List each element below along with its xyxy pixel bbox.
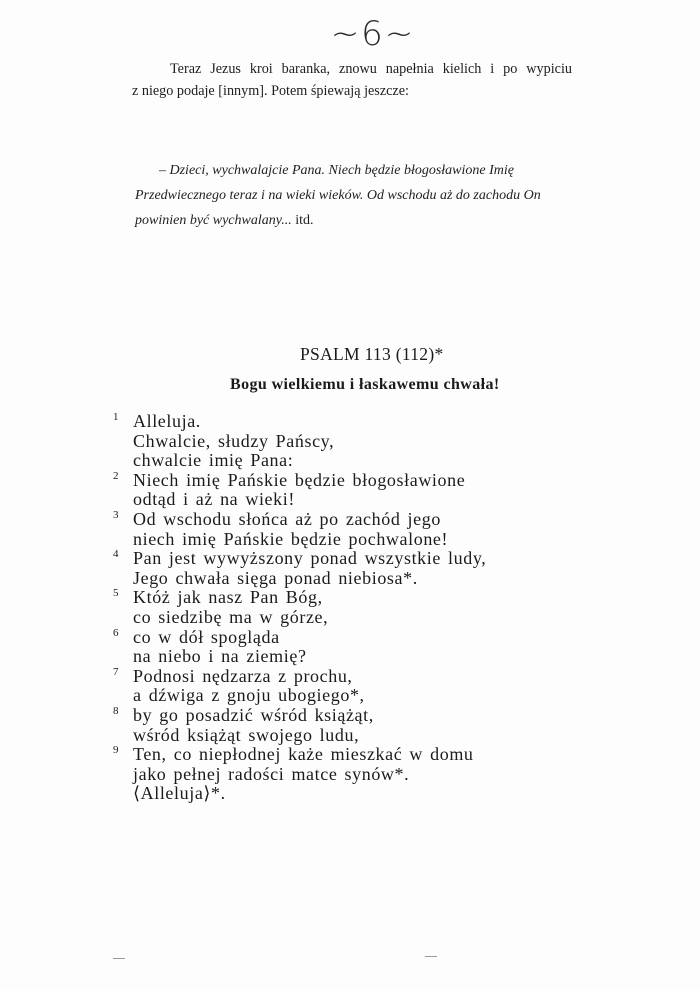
intro-paragraph [132,58,572,102]
verse-text: Alleluja. [133,411,201,431]
verse-line [103,432,623,452]
verse-text: co siedzibę ma w górze, [133,606,329,627]
verse-line [103,647,623,667]
verse-line [103,530,623,550]
verse-line [103,549,623,569]
verse-number: 4 [113,548,119,561]
verse-text: chwalcie imię Pana: [133,450,294,471]
verse-text: wśród książąt swojego ludu, [133,724,360,745]
verse-text: a dźwiga z gnoju ubogiego*, [133,685,365,706]
verse-number: 6 [113,626,119,639]
intro-line: Teraz Jezus kroi baranka, znowu napełnia kielich i po wypiciu [170,61,572,77]
quote-line [135,158,555,183]
verse-line [103,569,623,589]
verse-line [103,471,623,491]
verse-line [103,451,623,471]
quote-line [135,208,555,233]
scan-mark [113,958,125,959]
verse-text: Jego chwała sięga ponad niebiosa*. [133,567,418,588]
verse-text: na niebo i na ziemię? [133,646,307,667]
verse-line [103,490,623,510]
verse-line [103,686,623,706]
verse-text: Podnosi nędzarza z prochu, [133,665,353,686]
verse-text: Chwalcie, słudzy Pańscy, [133,430,335,451]
scan-mark [425,956,437,957]
verse-line [103,765,623,785]
verse-line [103,628,623,648]
verse-line [103,726,623,746]
verse-number: 5 [113,587,119,600]
verse-line [103,412,623,432]
verse-text: Ten, co niepłodnej każe mieszkać w domu [133,744,474,765]
verse-text: Któż jak nasz Pan Bóg, [133,587,323,608]
verse-text: Niech imię Pańskie będzie błogosławione [133,469,466,490]
verse-number: 9 [113,744,119,757]
verse-number: 3 [113,508,119,521]
intro-line: z niego podaje [innym]. Potem śpiewają jeszcze: [132,83,409,99]
verse-text: jako pełnej radości matce synów*. [133,763,410,784]
verse-line [103,588,623,608]
verse-number: 7 [113,665,119,678]
verse-line [103,510,623,530]
verse-line [103,784,623,804]
psalm-verses [103,412,623,804]
quote-text: powinien być wychwalany... [135,213,292,228]
psalm-title: PSALM 113 (112)* [300,344,444,364]
verse-number: 1 [113,411,119,423]
verse-number: 8 [113,704,119,717]
psalm-subtitle: Bogu wielkiemu i łaskawemu chwała! [230,376,500,393]
verse-text: odtąd i aż na wieki! [133,489,295,510]
quote-text: – Dzieci, wychwalajcie Pana. Niech będzie błogosławione Imię [159,163,514,178]
quote-suffix: itd. [291,213,314,228]
verse-line [103,745,623,765]
verse-text: ⟨Alleluja⟩*. [133,783,226,804]
quote-line [135,183,555,208]
verse-text: Pan jest wywyższony ponad wszystkie ludy, [133,548,487,569]
page-number: ~6~ [330,14,416,54]
verse-line [103,667,623,687]
verse-number: 2 [113,469,119,482]
verse-text: co w dół spogląda [133,626,280,647]
verse-line [103,706,623,726]
quoted-prayer [135,158,555,233]
verse-line [103,608,623,628]
verse-text: by go posadzić wśród książąt, [133,704,374,725]
quote-text: Przedwiecznego teraz i na wieki wieków. Od wschodu aż do zachodu On [135,188,541,203]
verse-text: Od wschodu słońca aż po zachód jego [133,508,441,529]
verse-text: niech imię Pańskie będzie pochwalone! [133,528,449,549]
